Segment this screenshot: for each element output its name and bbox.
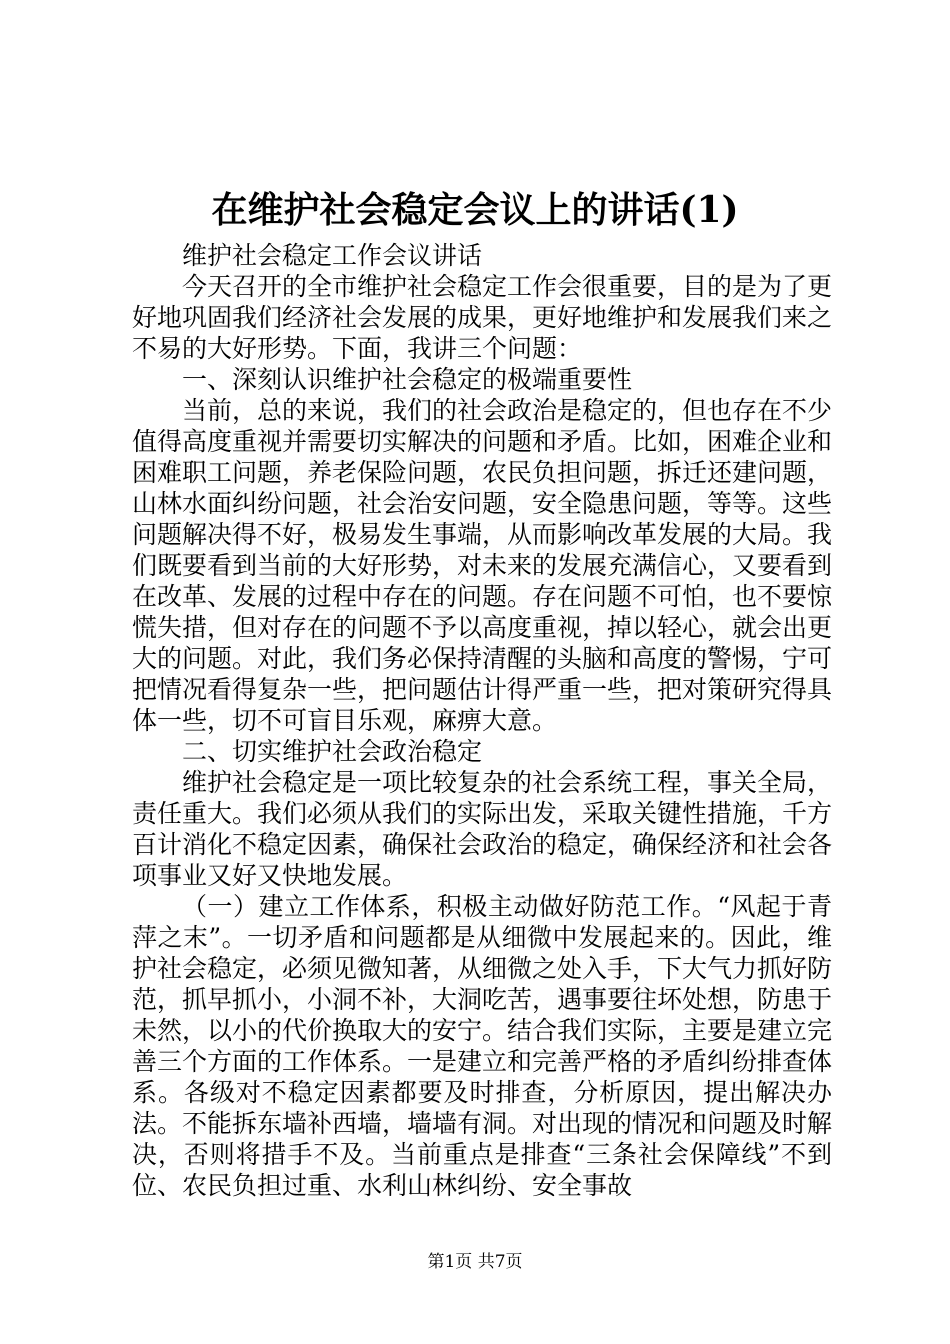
section-heading-1: 一、深刻认识维护社会稳定的极端重要性: [182, 365, 633, 394]
paragraph-subtitle: 维护社会稳定工作会议讲话: [182, 241, 483, 270]
document-body: [132, 240, 832, 1201]
paragraph-section-1: 当前，总的来说，我们的社会政治是稳定的，但也存在不少值得高度重视并需要切实解决的问题和矛盾。比如，困难企业和困难职工问题，养老保险问题，农民负担问题，拆迁还建问题，山林水面纠纷问题，社会治安问题，安全隐患问题，等等。这些问题解决得不好，极易发生事端，从而影响改革发展的大局。我们既要看到当前的大好形势，对未来的发展充满信心，又要看到在改革、发展的过程中存在的问题。存在问题不可怕，也不要惊慌失措，但对存在的问题不予以高度重视，掉以轻心，就会出更大的问题。对此，我们务必保持清醒的头脑和高度的警惕，宁可把情况看得复杂一些，把问题估计得严重一些，把对策研究得具体一些，切不可盲目乐观，麻痹大意。: [132, 396, 833, 735]
section-heading-2: 二、切实维护社会政治稳定: [182, 737, 483, 766]
document-title: 在维护社会稳定会议上的讲话(1): [211, 189, 739, 231]
paragraph-subsection-1: （一）建立工作体系，积极主动做好防范工作。“风起于青萍之末”。一切矛盾和问题都是从细微中发展起来的。因此，维护社会稳定，必须见微知著，从细微之处入手，下大气力抓好防范，抓早抓小，小洞不补，大洞吃苦，遇事要往坏处想，防患于未然，以小的代价换取大的安宁。结合我们实际，主要是建立完善三个方面的工作体系。一是建立和完善严格的矛盾纠纷排查体系。各级对不稳定因素都要及时排查，分析原因，提出解决办法。不能拆东墙补西墙，墙墙有洞。对出现的情况和问题及时解决，否则将措手不及。当前重点是排查“三条社会保障线”不到位、农民负担过重、水利山林纠纷、安全事故: [132, 892, 833, 1200]
paragraph-intro: 今天召开的全市维护社会稳定工作会很重要，目的是为了更好地巩固我们经济社会发展的成果，更好地维护和发展我们来之不易的大好形势。下面，我讲三个问题：: [132, 272, 833, 363]
page-footer: 第1页 共7页: [427, 1252, 523, 1272]
paragraph-section-2: 维护社会稳定是一项比较复杂的社会系统工程，事关全局，责任重大。我们必须从我们的实际出发，采取关键性措施，千方百计消化不稳定因素，确保社会政治的稳定，确保经济和社会各项事业又好又快地发展。: [132, 768, 833, 890]
